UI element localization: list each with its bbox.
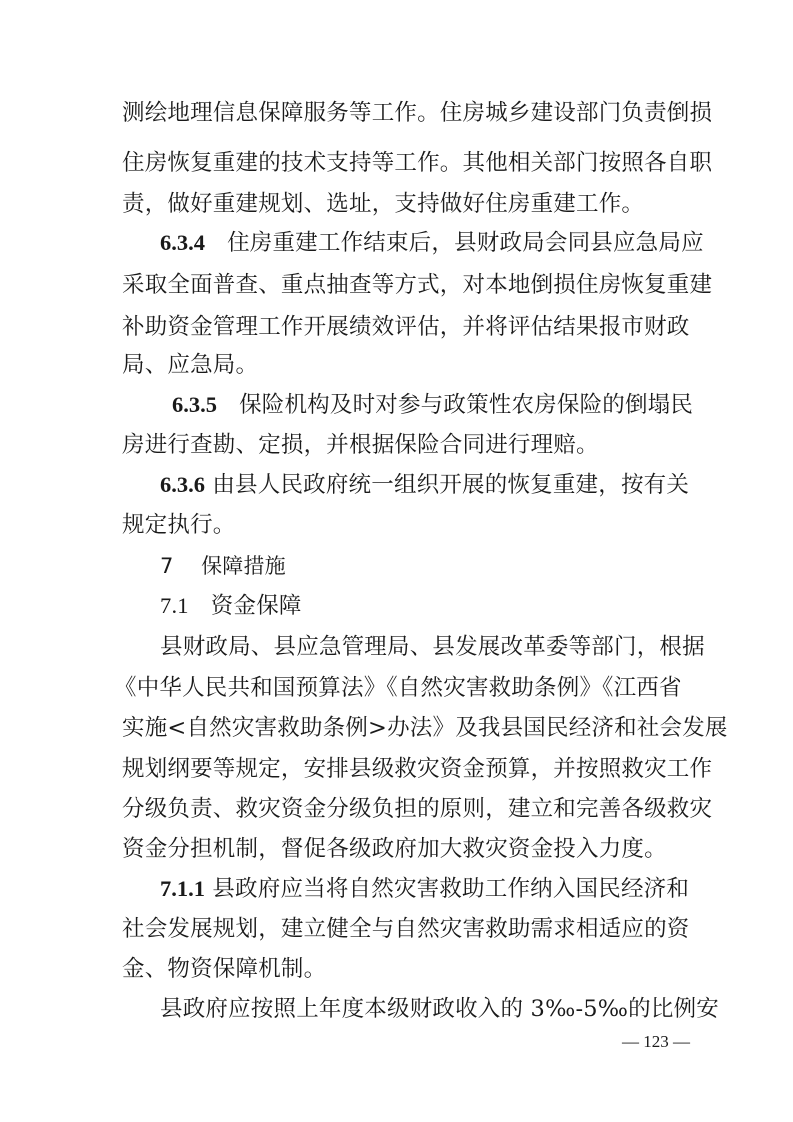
paragraph-line: 住房恢复重建的技术支持等工作。其他相关部门按照各自职 bbox=[122, 150, 713, 176]
section-number: 6.3.6 bbox=[160, 472, 205, 497]
section-number: 7.1.1 bbox=[160, 876, 205, 901]
heading-7: 7 保障措施 bbox=[160, 554, 286, 578]
paragraph-line: 房进行查勘、定损，并根据保险合同进行理赔。 bbox=[122, 432, 599, 458]
section-6-3-4-line: 6.3.4 住房重建工作结束后，县财政局会同县应急局应 bbox=[160, 230, 704, 256]
paragraph-line: 规定执行。 bbox=[122, 512, 236, 538]
paragraph-line: 县政府应按照上年度本级财政收入的 3‰-5‰的比例安 bbox=[160, 996, 719, 1022]
paragraph-line: 《中华人民共和国预算法》《自然灾害救助条例》《江西省 bbox=[114, 675, 682, 701]
paragraph-line: 资金分担机制，督促各级政府加大救灾资金投入力度。 bbox=[122, 836, 667, 862]
section-number: 6.3.5 bbox=[172, 392, 217, 417]
paragraph-line: 责，做好重建规划、选址，支持做好住房重建工作。 bbox=[122, 191, 645, 217]
section-6-3-6-line: 6.3.6 由县人民政府统一组织开展的恢复重建，按有关 bbox=[160, 472, 690, 498]
paragraph-line: 社会发展规划，建立健全与自然灾害救助需求相适应的资 bbox=[122, 916, 690, 942]
paragraph-line: 县财政局、县应急管理局、县发展改革委等部门，根据 bbox=[160, 634, 705, 660]
paragraph-line: 分级负责、救灾资金分级负担的原则，建立和完善各级救灾 bbox=[122, 796, 713, 822]
paragraph-line: 采取全面普查、重点抽查等方式，对本地倒损住房恢复重建 bbox=[122, 272, 713, 298]
section-number: 6.3.4 bbox=[160, 230, 205, 255]
paragraph-line: 补助资金管理工作开展绩效评估，并将评估结果报市财政 bbox=[122, 314, 690, 340]
paragraph-line: 规划纲要等规定，安排县级救灾资金预算，并按照救灾工作 bbox=[122, 756, 713, 782]
paragraph-line: 实施<自然灾害救助条例>办法》及我县国民经济和社会发展 bbox=[122, 715, 728, 741]
section-7-1-1-line: 7.1.1 县政府应当将自然灾害救助工作纳入国民经济和 bbox=[160, 876, 690, 902]
heading-7-1: 7.1 资金保障 bbox=[160, 593, 302, 619]
page-number: — 123 — bbox=[622, 1032, 690, 1051]
paragraph-line: 局、应急局。 bbox=[122, 352, 259, 378]
paragraph-line: 金、物资保障机制。 bbox=[122, 956, 327, 982]
paragraph-line: 测绘地理信息保障服务等工作。住房城乡建设部门负责倒损 bbox=[122, 100, 713, 126]
section-6-3-5-line: 6.3.5 保险机构及时对参与政策性农房保险的倒塌民 bbox=[172, 392, 694, 418]
